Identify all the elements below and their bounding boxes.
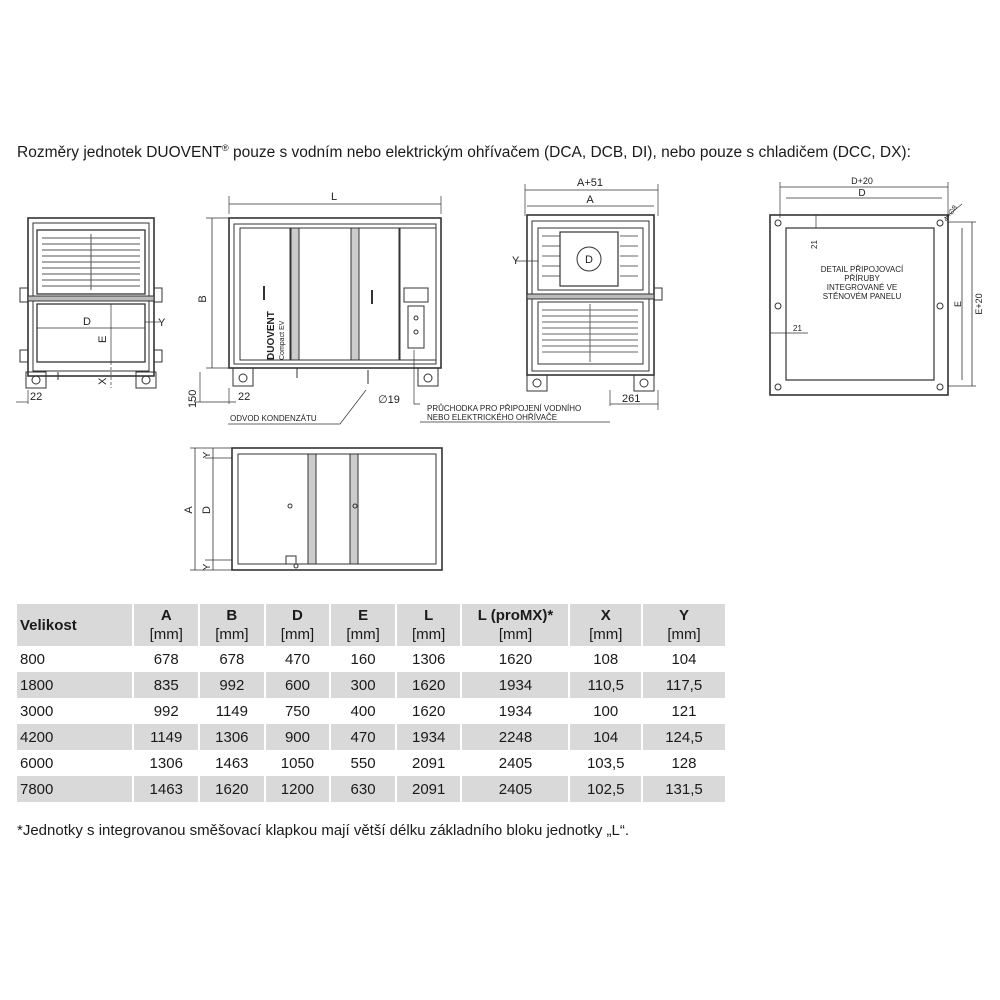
table-row [17,724,725,750]
flange-note-2: PŘÍRUBY [844,274,880,283]
cell: 678 [133,646,199,672]
cell: 1620 [396,698,462,724]
condensate-label: ODVOD KONDENZÁTU [230,414,317,423]
cell: 1149 [199,698,265,724]
table-row [17,698,725,724]
cell: 108 [569,646,641,672]
cell: 1934 [396,724,462,750]
header-d: D [mm] [265,604,331,646]
cell: 2248 [461,724,569,750]
cell: 3000 [20,702,54,720]
cell: 2091 [396,776,462,802]
cell: 2091 [396,750,462,776]
dim-261-label: 261 [622,393,641,405]
cell: 630 [330,776,396,802]
cell: 992 [199,672,265,698]
dim-21-top: 21 [810,240,819,249]
end-view [516,184,662,410]
cell: 131,5 [642,776,725,802]
header-e: E [mm] [330,604,396,646]
dim-Y-plan-top: Y [202,451,213,459]
cell: 1463 [199,750,265,776]
cell: 1463 [133,776,199,802]
cell: 104 [642,646,725,672]
dim-E-label: E [97,335,109,343]
dim-22-side: 22 [238,391,251,403]
cell: 1800 [17,672,133,698]
dim-D-label: D [83,316,91,328]
table-header-row [17,604,725,646]
cell: 470 [265,646,331,672]
dim-E20-label: E+20 [974,293,984,315]
flange-note-4: STĚNOVÉM PANELU [822,292,902,301]
page-heading: Rozměry jednotek DUOVENT® pouze s vodním nebo elektrickým ohřívačem (DCA, DCB, DI), nebo pouze s chladičem (DCC, DX): [17,143,911,162]
cell: 1620 [461,646,569,672]
dim-D-plan-label: D [201,506,213,514]
cell: 1620 [396,672,462,698]
cell: 117,5 [642,672,725,698]
dim-D-end-label: D [585,254,593,266]
header-y: Y [mm] [642,604,725,646]
cell: 1149 [133,724,199,750]
dim-B-label: B [197,295,209,303]
cell: 2405 [461,776,569,802]
dim-Y-label: Y [158,317,166,329]
cell: 1306 [133,750,199,776]
cell: 900 [265,724,331,750]
header-l: L [mm] [396,604,462,646]
cell: 550 [330,750,396,776]
cell: 400 [330,698,396,724]
cell: 1620 [199,776,265,802]
dim-L-label: L [330,191,338,203]
dim-A51-label: A+51 [577,177,603,189]
table-row [17,672,725,698]
cell: 121 [642,698,725,724]
table-row [17,750,725,776]
table-row [17,646,725,672]
cell: 1306 [199,724,265,750]
cell: 992 [133,698,199,724]
cell: 7800 [17,776,133,802]
cell: 100 [569,698,641,724]
dim-Y-plan-bottom: Y [202,563,213,571]
dim-22-front: 22 [30,391,43,403]
cell: 300 [330,672,396,698]
cell: 750 [265,698,331,724]
flange-note-1: DETAIL PŘIPOJOVACÍ [820,265,904,274]
dim-Y-end-label: Y [512,255,520,267]
front-view [16,218,162,404]
cell: 470 [330,724,396,750]
dim-150-label: 150 [187,389,199,408]
dim-X-label: X [97,377,109,385]
cell: 103,5 [569,750,641,776]
dim-drain-diameter: ∅19 [378,394,400,406]
passthrough-label-1: PRŮCHODKA PRO PŘIPOJENÍ VODNÍHO [427,404,582,413]
cell: 102,5 [569,776,641,802]
table-row [17,776,725,802]
cell: 128 [642,750,725,776]
dim-A-label: A [586,194,594,206]
cell: 835 [133,672,199,698]
cell: 1306 [396,646,462,672]
brand-sub-label: Compact EV [279,320,286,360]
dim-D-flange-label: D [858,188,866,199]
header-x: X [mm] [569,604,641,646]
cell: 2405 [461,750,569,776]
cell: 1200 [265,776,331,802]
cell: 800 [20,650,46,668]
footnote: *Jednotky s integrovanou směšovací klapkou mají větší délku základního bloku jednotky „L“. [17,822,629,839]
cell: 678 [199,646,265,672]
header-l-promx: L (proMX)* [mm] [461,604,569,646]
flange-note-3: INTEGROVANÉ VE [826,283,898,292]
cell: 6000 [20,754,54,772]
plan-view [190,448,442,570]
dim-A-plan-label: A [183,506,195,514]
brand-label: DUOVENT [266,311,277,360]
cell: 600 [265,672,331,698]
cell: 160 [330,646,396,672]
cell: 124,5 [642,724,725,750]
header-velikost: Velikost [17,604,133,646]
dim-21-side: 21 [793,324,802,333]
header-a: A [mm] [133,604,199,646]
cell: 4200 [17,724,133,750]
header-b: B [mm] [199,604,265,646]
dim-D20-label: D+20 [851,176,873,186]
cell: 1050 [265,750,331,776]
cell: 1934 [461,698,569,724]
dim-holes-label: 4×∅8 [942,204,959,224]
passthrough-label-2: NEBO ELEKTRICKÉHO OHŘÍVAČE [427,413,558,422]
dimensions-table [17,604,725,802]
cell: 1934 [461,672,569,698]
dim-E-flange-label: E [953,300,963,308]
cell: 104 [569,724,641,750]
cell: 110,5 [569,672,641,698]
